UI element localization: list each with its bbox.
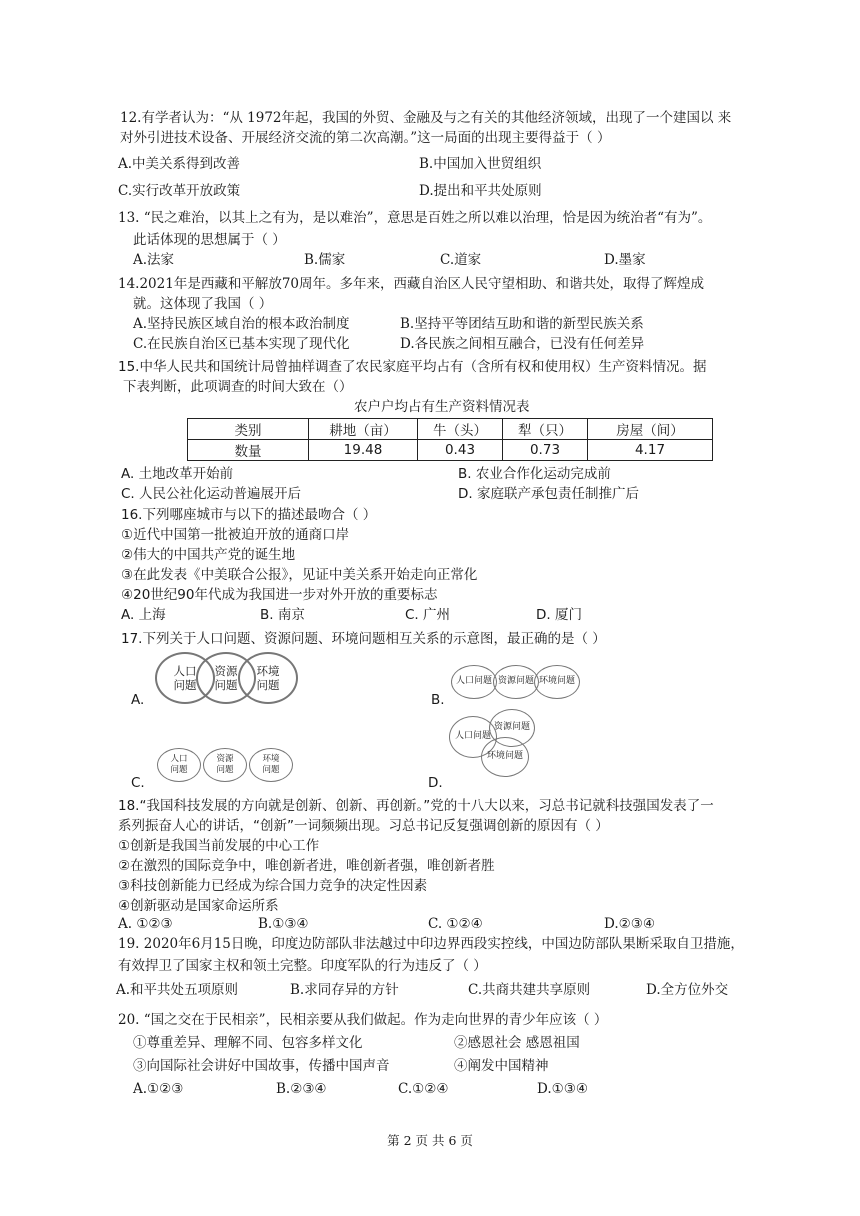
q16-option-a: A. 上海: [121, 607, 166, 623]
q19-option-a: A.和平共处五项原则: [116, 982, 239, 998]
q13-option-b: B.儒家: [304, 252, 346, 268]
table-cell: 4.17: [588, 440, 713, 461]
q18-option-b: B.①③④: [258, 916, 309, 932]
q17-stem: 17.下列关于人口问题、资源问题、环境问题相互关系的示意图，最正确的是（ ）: [121, 631, 606, 647]
resource-problem-circle: [203, 748, 247, 782]
population-problem-circle: [451, 665, 497, 699]
q16-option-b: B. 南京: [260, 607, 305, 623]
q20-stem: 20. “国之交在于民相亲”，民相亲要从我们做起。作为走向世界的青少年应该（ ）: [118, 1012, 608, 1028]
resource-problem-label: 资源问题: [214, 663, 238, 692]
q20-item-4: ④阐发中国精神: [454, 1058, 549, 1074]
population-problem-circle: [157, 748, 201, 782]
population-problem-label: 人口问题: [173, 663, 197, 692]
table-header-cell: 犁（只）: [503, 419, 588, 440]
population-problem-label: 人口问题: [454, 731, 491, 742]
resource-problem-label: 资源问题: [216, 754, 234, 775]
q17-option-c: C.: [131, 775, 145, 791]
table-header-cell: 类别: [188, 419, 309, 440]
q18-option-d: D.②③④: [604, 916, 655, 932]
q18-item-3: ③科技创新能力已经成为综合国力竞争的决定性因素: [118, 878, 428, 894]
environment-problem-label: 环境问题: [486, 751, 523, 762]
q18-item-2: ②在激烈的国际竞争中，唯创新者进，唯创新者强，唯创新者胜: [118, 858, 495, 874]
q13-stem-line2: 此话体现的思想属于（ ）: [133, 232, 286, 248]
q14-option-c: C.在民族自治区已基本实现了现代化: [133, 336, 350, 352]
q14-option-b: B.坚持平等团结互助和谐的新型民族关系: [400, 316, 644, 332]
resource-problem-circle: [493, 665, 539, 699]
environment-problem-label: 环境问题: [538, 676, 575, 687]
q20-item-3: ③向国际社会讲好中国故事，传播中国声音: [133, 1058, 390, 1074]
q18-stem-line2: 系列振奋人心的讲话，“创新”一词频频出现。习总书记反复强调创新的原因有（ ）: [118, 818, 609, 834]
table-cell: 数量: [188, 440, 309, 461]
table-header-cell: 牛（头）: [418, 419, 503, 440]
q15-stem-line2: 下表判断，此项调查的时间大致在（）: [123, 379, 353, 395]
q19-option-c: C.共商共建共享原则: [468, 982, 591, 998]
table-row: [188, 419, 713, 440]
q16-item-4: ④20世纪90年代成为我国进一步对外开放的重要标志: [121, 587, 438, 603]
q12-option-c: C.实行改革开放政策: [118, 183, 241, 199]
q15-data-table: [187, 418, 713, 461]
q12-option-d: D.提出和平共处原则: [419, 183, 542, 199]
q17-option-d: D.: [428, 775, 443, 791]
q16-item-1: ①近代中国第一批被迫开放的通商口岸: [121, 527, 350, 543]
resource-problem-label: 资源问题: [493, 722, 530, 733]
q16-option-d: D. 厦门: [536, 607, 582, 623]
q15-stem-line1: 15.中华人民共和国统计局曾抽样调查了农民家庭平均占有（含所有权和使用权）生产资料情况。据: [118, 359, 707, 375]
q14-option-a: A.坚持民族区域自治的根本政治制度: [133, 316, 350, 332]
q18-option-a: A. ①②③: [118, 916, 173, 932]
population-problem-label: 人口问题: [170, 754, 188, 775]
q18-stem-line1: 18.“我国科技发展的方向就是创新、创新、再创新。”党的十八大以来，习总书记就科技强国发表了一: [118, 798, 714, 814]
q19-stem-line2: 有效捍卫了国家主权和领土完整。印度军队的行为违反了（ ）: [118, 958, 487, 974]
q19-option-b: B.求同存异的方针: [290, 982, 399, 998]
q15-table-title: 农户户均占有生产资料情况表: [354, 399, 530, 415]
environment-problem-circle: [238, 652, 298, 704]
q20-item-1: ①尊重差异、理解不同、包容多样文化: [133, 1035, 363, 1051]
table-header-cell: 房屋（间）: [588, 419, 713, 440]
q19-option-d: D.全方位外交: [646, 982, 729, 998]
q15-option-c: C. 人民公社化运动普遍展开后: [121, 486, 302, 502]
q16-option-c: C. 广州: [405, 607, 451, 623]
q17-option-b: B.: [431, 692, 445, 708]
q13-option-d: D.墨家: [604, 252, 646, 268]
table-cell: 19.48: [309, 440, 418, 461]
q20-option-a: A.①②③: [133, 1081, 184, 1097]
environment-problem-circle: [534, 665, 580, 699]
q12-option-b: B.中国加入世贸组织: [419, 156, 542, 172]
environment-problem-circle: [481, 737, 529, 777]
page-number-footer: 第 2 页 共 6 页: [387, 1133, 473, 1148]
q20-item-2: ②感恩社会 感恩祖国: [454, 1035, 580, 1051]
q12-option-a: A.中美关系得到改善: [118, 156, 241, 172]
q15-option-b: B. 农业合作化运动完成前: [458, 466, 611, 482]
q12-stem-line1: 12.有学者认为：“从 1972年起，我国的外贸、金融及与之有关的其他经济领域，出现了一个建国以 来: [120, 110, 732, 126]
q20-option-d: D.①③④: [537, 1081, 588, 1097]
q12-stem-line2: 对外引进技术设备、开展经济交流的第二次高潮。”这一局面的出现主要得益于（ ）: [120, 130, 611, 146]
q20-option-b: B.②③④: [276, 1081, 327, 1097]
q18-item-1: ①创新是我国当前发展的中心工作: [118, 838, 320, 854]
environment-problem-circle: [249, 748, 293, 782]
environment-problem-label: 环境问题: [262, 754, 280, 775]
q19-stem-line1: 19. 2020年6月15日晚，印度边防部队非法越过中印边界西段实控线，中国边防部队果断采取自卫措施，: [118, 936, 744, 952]
q17-option-a: A.: [131, 692, 145, 708]
q14-stem-line2: 就。这体现了我国（ ）: [133, 296, 273, 312]
table-cell: 0.43: [418, 440, 503, 461]
environment-problem-label: 环境问题: [256, 663, 280, 692]
q20-option-c: C.①②④: [398, 1081, 449, 1097]
q15-option-d: D. 家庭联产承包责任制推广后: [458, 486, 639, 502]
q13-stem-line1: 13. “民之难治，以其上之有为，是以难治”，意思是百姓之所以难以治理，恰是因为统治者“有为”。: [118, 210, 712, 226]
table-cell: 0.73: [503, 440, 588, 461]
population-problem-label: 人口问题: [455, 676, 492, 687]
q15-option-a: A. 土地改革开始前: [121, 466, 234, 482]
resource-problem-label: 资源问题: [497, 676, 534, 687]
table-header-cell: 耕地（亩）: [309, 419, 418, 440]
q14-stem-line1: 14.2021年是西藏和平解放70周年。多年来，西藏自治区人民守望相助、和谐共处，取得了辉煌成: [118, 276, 705, 292]
q16-item-3: ③在此发表《中美联合公报》，见证中美关系开始走向正常化: [121, 567, 478, 583]
q13-option-a: A.法家: [133, 252, 175, 268]
q18-option-c: C. ①②④: [428, 916, 483, 932]
q16-stem: 16.下列哪座城市与以下的描述最吻合（ ）: [121, 507, 377, 523]
q18-item-4: ④创新驱动是国家命运所系: [118, 898, 279, 914]
q16-item-2: ②伟大的中国共产党的诞生地: [121, 547, 296, 563]
q13-option-c: C.道家: [440, 252, 482, 268]
table-row: [188, 440, 713, 461]
q14-option-d: D.各民族之间相互融合，已没有任何差异: [400, 336, 645, 352]
